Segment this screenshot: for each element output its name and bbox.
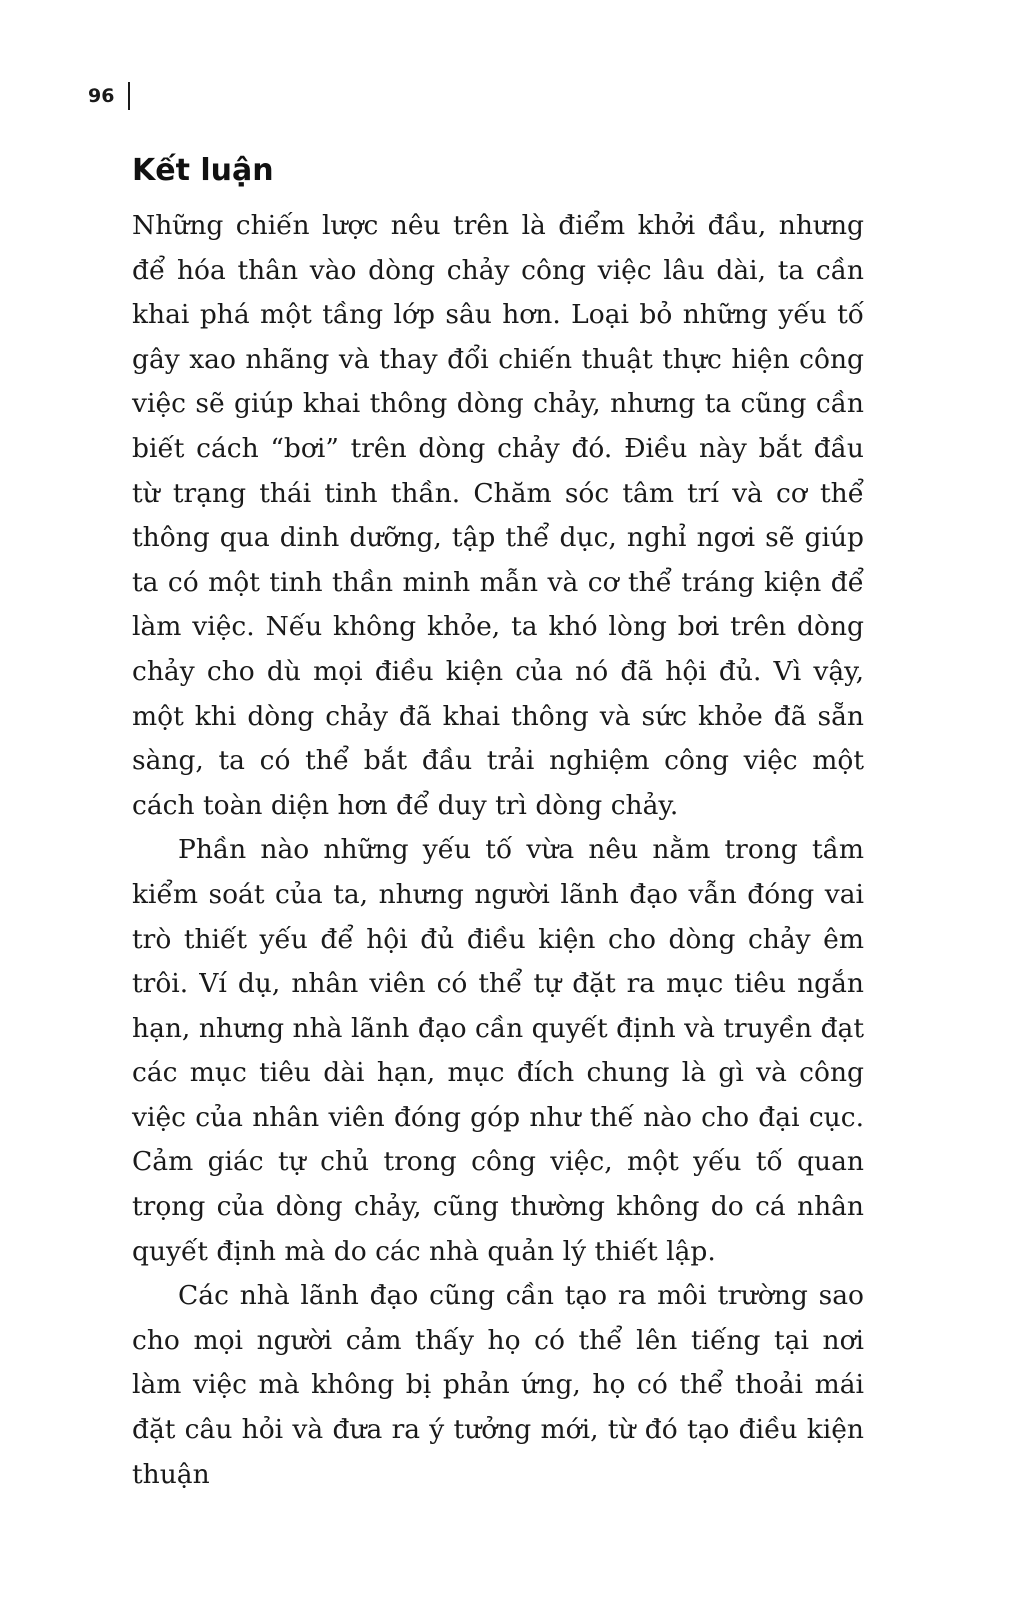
body-paragraph-2: Phần nào những yếu tố vừa nêu nằm trong tầm kiểm soát của ta, nhưng người lãnh đạo vẫn đóng vai trò thiết yếu để hội đủ điều kiện cho dòng chảy êm trôi. Ví dụ, nhân viên có thể tự đặt ra mục tiêu ngắn hạn, nhưng nhà lãnh đạo cần quyết định và truyền đạt các mục tiêu dài hạn, mục đích chung là gì và công việc của nhân viên đóng góp như thế nào cho đại cục. Cảm giác tự chủ trong công việc, một yếu tố quan trọng của dòng chảy, cũng thường không do cá nhân quyết định mà do các nhà quản lý thiết lập. [132, 834, 864, 1267]
header-divider [128, 82, 130, 110]
section-heading: Kết luận [132, 153, 274, 188]
body-paragraph-3: Các nhà lãnh đạo cũng cần tạo ra môi trường sao cho mọi người cảm thấy họ có thể lên tiếng tại nơi làm việc mà không bị phản ứng, họ có thể thoải mái đặt câu hỏi và đưa ra ý tưởng mới, từ đó tạo điều kiện thuận [132, 1280, 864, 1490]
body-paragraph-1: Những chiến lược nêu trên là điểm khởi đầu, nhưng để hóa thân vào dòng chảy công việc lâu dài, ta cần khai phá một tầng lớp sâu hơn. Loại bỏ những yếu tố gây xao nhãng và thay đổi chiến thuật thực hiện công việc sẽ giúp khai thông dòng chảy, nhưng ta cũng cần biết cách “bơi” trên dòng chảy đó. Điều này bắt đầu từ trạng thái tinh thần. Chăm sóc tâm trí và cơ thể thông qua dinh dưỡng, tập thể dục, nghỉ ngơi sẽ giúp ta có một tinh thần minh mẫn và cơ thể tráng kiện để làm việc. Nếu không khỏe, ta khó lòng bơi trên dòng chảy cho dù mọi điều kiện của nó đã hội đủ. Vì vậy, một khi dòng chảy đã khai thông và sức khỏe đã sẵn sàng, ta có thể bắt đầu trải nghiệm công việc một cách toàn diện hơn để duy trì dòng chảy. [132, 210, 864, 821]
page-number: 96 [88, 85, 115, 107]
page-content [132, 148, 864, 1497]
page-header [88, 82, 130, 110]
